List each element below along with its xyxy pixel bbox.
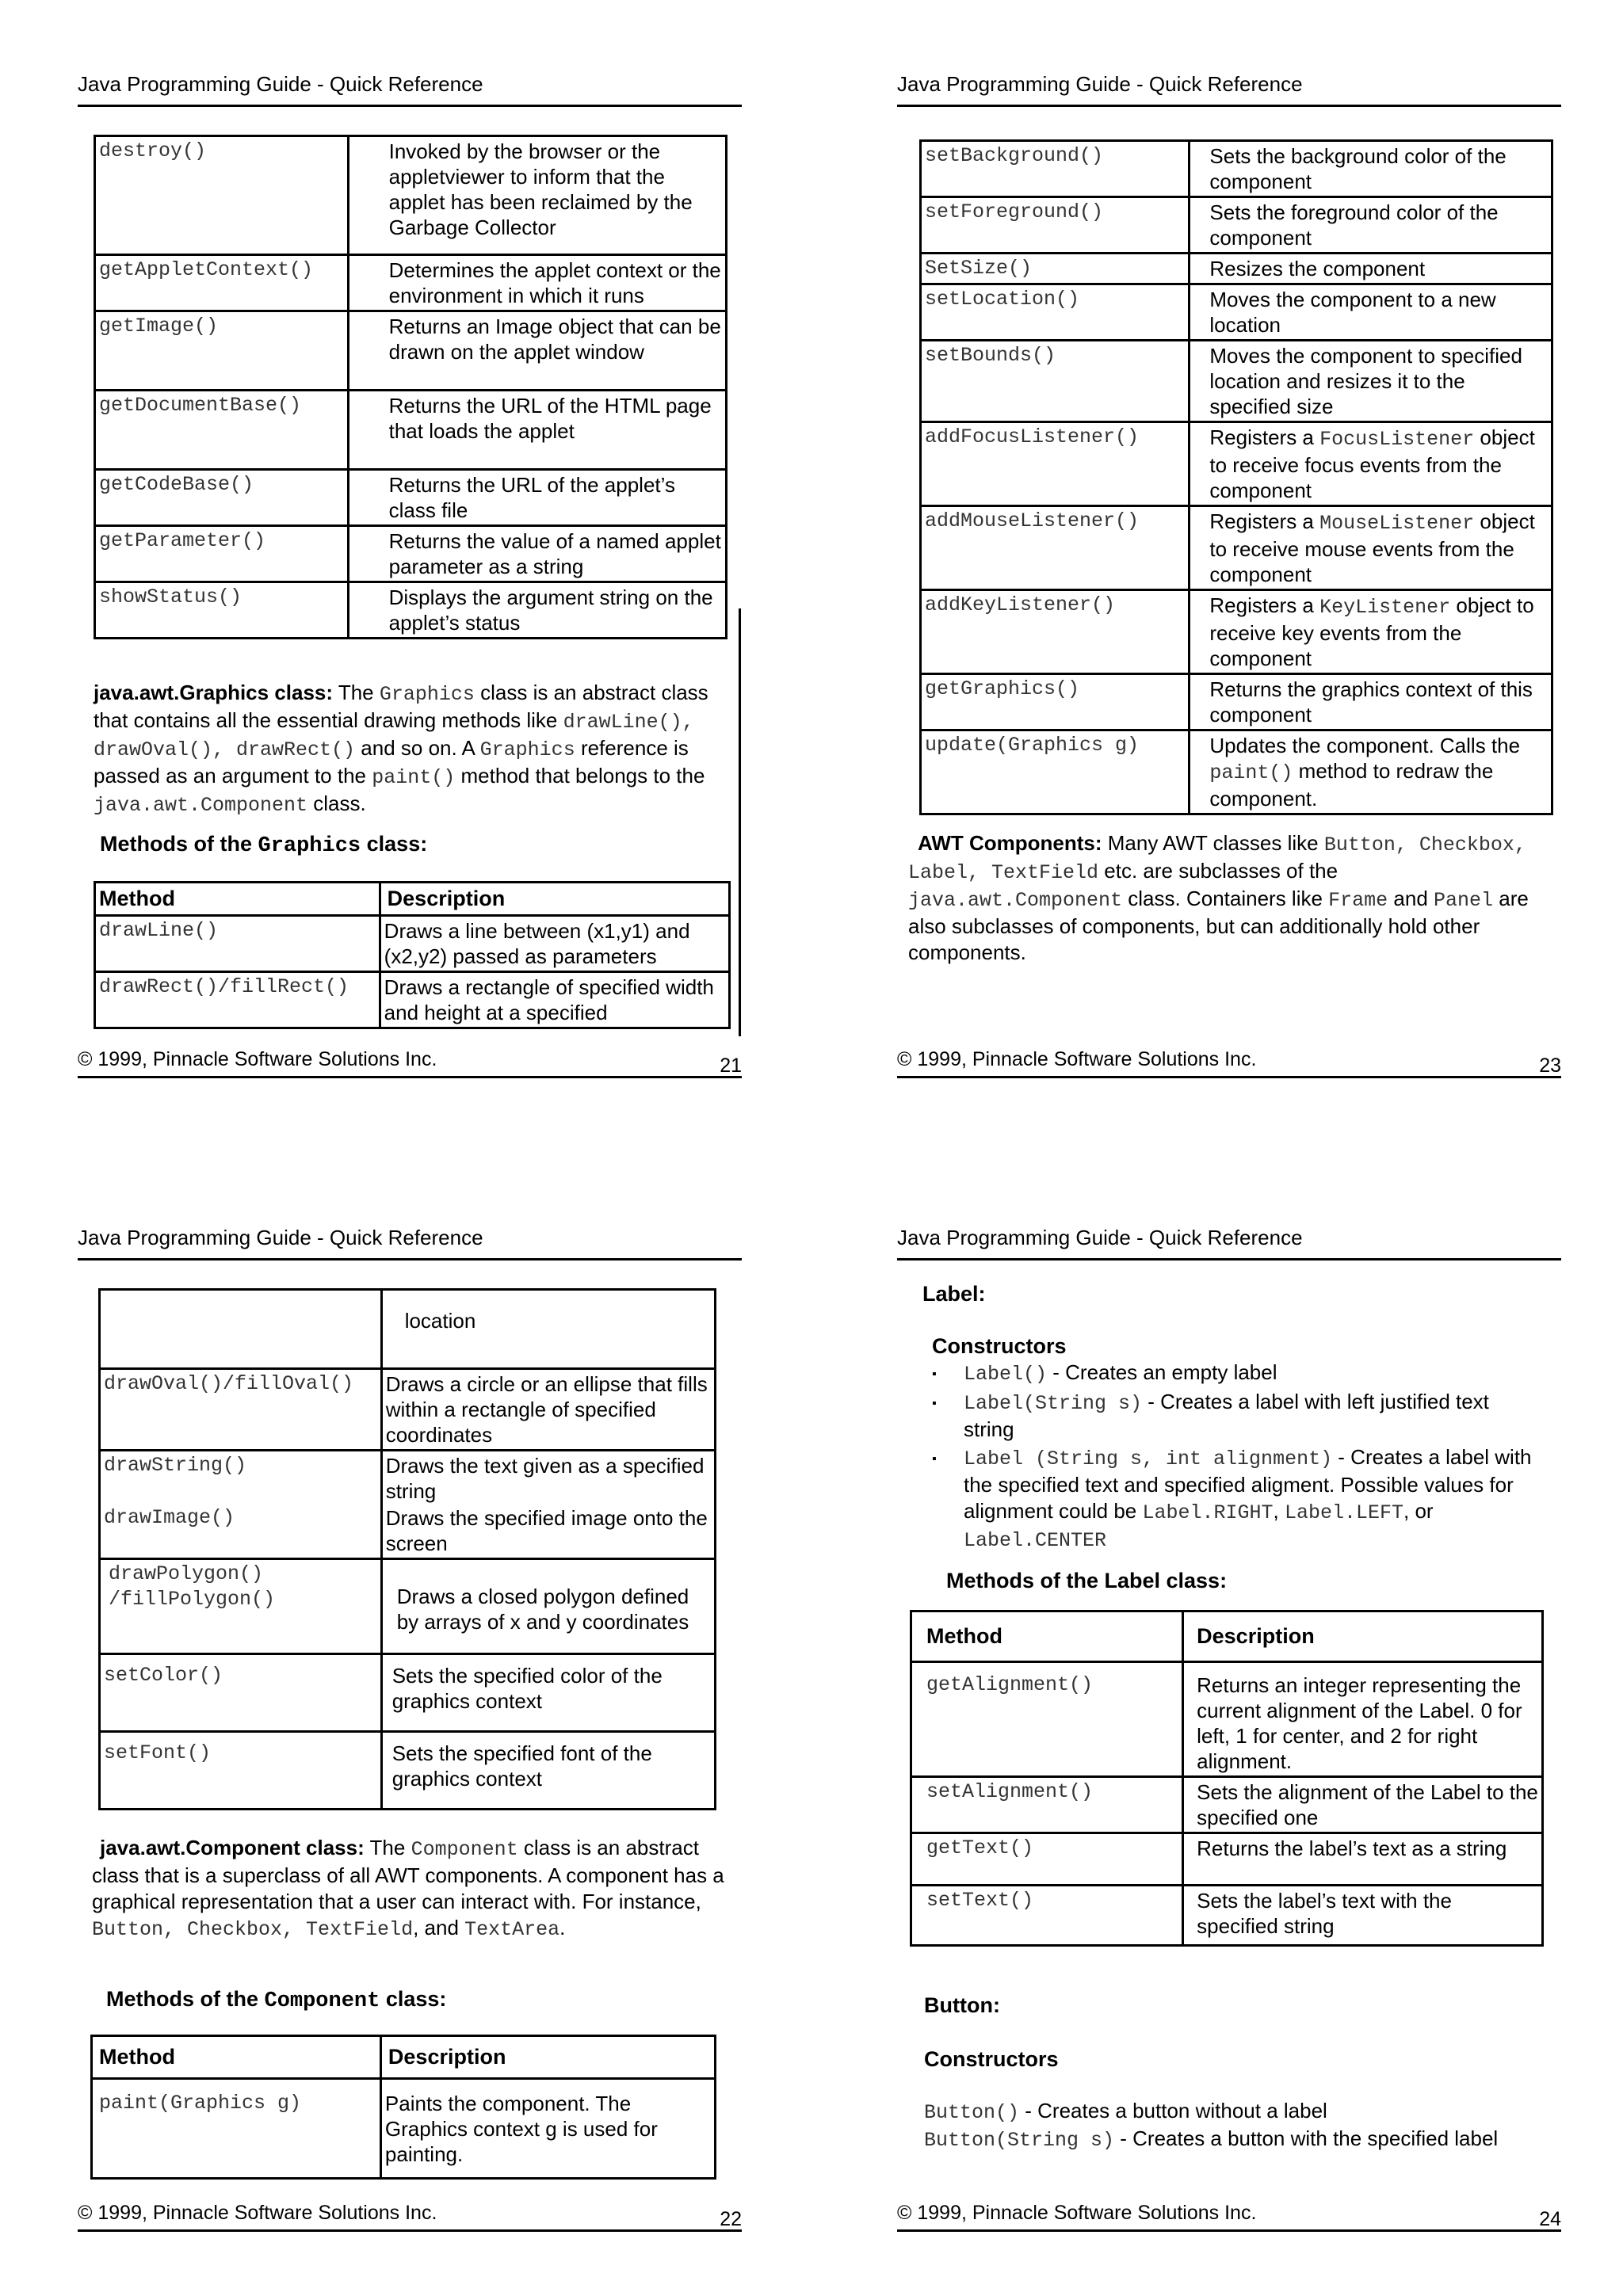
- method-name: drawRect()/fillRect(): [95, 972, 380, 1028]
- method-description: Sets the specified font of the graphics context: [381, 1732, 715, 1810]
- table-row: [95, 582, 727, 639]
- list-item: [924, 2126, 1550, 2153]
- method-name: setForeground(): [921, 197, 1190, 254]
- method-description: Returns the graphics context of this component: [1190, 674, 1552, 730]
- text: Registers a: [1209, 425, 1314, 449]
- text: object to receive focus events from the component: [1209, 425, 1535, 502]
- code: java.awt.Component: [94, 794, 308, 817]
- text: and: [1393, 887, 1428, 910]
- table-row: [100, 1654, 716, 1732]
- code: Panel: [1434, 889, 1494, 912]
- page-22: [78, 1223, 742, 2230]
- code: Label.CENTER: [964, 1529, 1107, 1552]
- method-description: Returns the label’s text as a string: [1183, 1833, 1543, 1886]
- table-row: [95, 916, 730, 972]
- method-name: getText(): [911, 1833, 1183, 1886]
- column-header: Description: [1183, 1611, 1543, 1662]
- method-description: Returns the URL of the applet’s class file: [348, 470, 726, 526]
- method-description: Moves the component to specified location and resizes it to the specified size: [1190, 341, 1552, 422]
- method-name: [100, 1290, 382, 1369]
- text: Registers a: [1209, 509, 1314, 533]
- code: Component: [411, 1838, 518, 1861]
- text: , or: [1403, 1499, 1434, 1523]
- method-name: [100, 1451, 382, 1559]
- code: drawLine(), drawOval(), drawRect(): [94, 711, 694, 761]
- page-footer: [897, 2199, 1561, 2232]
- code: TextArea: [464, 1918, 560, 1941]
- code: Graphics: [479, 738, 575, 761]
- method-name: paint(Graphics g): [92, 2079, 381, 2179]
- table-row: [95, 526, 727, 582]
- constructors-heading: Constructors: [932, 1334, 1067, 1358]
- table-row: [921, 506, 1552, 590]
- page-footer: [78, 2199, 742, 2232]
- method-name: SetSize(): [921, 254, 1190, 284]
- table-row: [911, 1886, 1543, 1946]
- text: ,: [1273, 1499, 1285, 1523]
- code: Label(String s): [964, 1392, 1143, 1415]
- text: The: [369, 1836, 406, 1859]
- method-name: getParameter(): [95, 526, 349, 582]
- method-name: getImage(): [95, 311, 349, 391]
- page-header: Java Programming Guide - Quick Reference: [897, 1223, 1561, 1261]
- code: MouseListener: [1319, 512, 1475, 535]
- table-row: [921, 197, 1552, 254]
- code: Button, Checkbox, Label, TextField: [908, 833, 1526, 884]
- column-header: Method: [911, 1611, 1183, 1662]
- page-number: 22: [720, 2208, 742, 2230]
- text: class is an abstract class that contains all the essential drawing methods like: [94, 681, 708, 732]
- method-name: destroy(): [95, 136, 349, 255]
- table-row: [921, 141, 1552, 197]
- button-constructors-list: [924, 2098, 1550, 2153]
- component-class-paragraph: [92, 1835, 726, 1943]
- text: Methods of the: [106, 1987, 258, 2011]
- component-paint-table: [90, 2035, 716, 2180]
- list-item: [916, 1444, 1534, 1554]
- table-row: [100, 1290, 716, 1369]
- column-header: Method: [92, 2036, 381, 2079]
- method-description: Sets the specified color of the graphics context: [381, 1654, 715, 1732]
- copyright: © 1999, Pinnacle Software Solutions Inc.: [78, 2202, 437, 2224]
- method-description: Sets the background color of the component: [1190, 141, 1552, 197]
- text: class:: [385, 1987, 447, 2011]
- code: paint(): [1209, 761, 1293, 784]
- method-name: drawOval()/fillOval(): [100, 1369, 382, 1451]
- label-methods-table: [910, 1610, 1544, 1947]
- table-row: [95, 972, 730, 1028]
- code: Graphics: [258, 834, 361, 858]
- method-description: Displays the argument string on the applet’s status: [348, 582, 726, 639]
- table-row: [100, 1451, 716, 1559]
- list-item: [916, 1360, 1534, 1387]
- copyright: © 1999, Pinnacle Software Solutions Inc.: [897, 2202, 1257, 2224]
- table-row: [911, 1777, 1543, 1833]
- table-row: [100, 1559, 716, 1654]
- method-description: Sets the label’s text with the specified string: [1183, 1886, 1543, 1946]
- method-name: setBackground(): [921, 141, 1190, 197]
- method-description: Draws a circle or an ellipse that fills within a rectangle of specified coordinates: [381, 1369, 715, 1451]
- copyright: © 1999, Pinnacle Software Solutions Inc.: [897, 1048, 1257, 1070]
- method-description: Sets the alignment of the Label to the specified one: [1183, 1777, 1543, 1833]
- method-description: Returns the value of a named applet parameter as a string: [348, 526, 726, 582]
- text: method that belongs to the: [460, 764, 705, 788]
- code: java.awt.Component: [908, 889, 1123, 912]
- table-row: [95, 391, 727, 470]
- code: Label(): [964, 1363, 1048, 1386]
- margin-rule: [739, 608, 741, 1036]
- page-footer: [78, 1046, 742, 1078]
- column-header: Method: [95, 883, 380, 916]
- text: - Creates a button without a label: [1019, 2099, 1327, 2122]
- paragraph-title: AWT Components:: [918, 831, 1102, 855]
- text: reference is passed as an argument to the: [94, 736, 689, 788]
- table-row: [911, 1833, 1543, 1886]
- code: Button(): [924, 2101, 1020, 2124]
- method-name: setBounds(): [921, 341, 1190, 422]
- text: Updates the component. Calls the: [1209, 734, 1521, 757]
- method-description: Paints the component. The Graphics context g is used for painting.: [380, 2079, 715, 2179]
- text: Many AWT classes like: [1107, 831, 1319, 855]
- method-description: Returns an Image object that can be drawn on the applet window: [348, 311, 726, 391]
- method-description: Draws a closed polygon defined by arrays of x and y coordinates: [381, 1559, 715, 1654]
- method-name: getCodeBase(): [95, 470, 349, 526]
- method-description: Returns an integer representing the current alignment of the Label. 0 for left, 1 for center, and 2 for right alignment.: [1183, 1662, 1543, 1777]
- method-name: addKeyListener(): [921, 590, 1190, 674]
- method-description-2: Draws the specified image onto the screen: [385, 1506, 708, 1555]
- page-number: 23: [1539, 1055, 1561, 1077]
- table-row: [100, 1369, 716, 1451]
- method-description: Moves the component to a new location: [1190, 284, 1552, 341]
- method-description: location: [381, 1290, 715, 1369]
- copyright: © 1999, Pinnacle Software Solutions Inc.: [78, 1048, 437, 1070]
- text: The: [338, 681, 374, 704]
- method-name: setText(): [911, 1886, 1183, 1946]
- text: - Creates a button with the specified label: [1114, 2126, 1499, 2150]
- page-header: Java Programming Guide - Quick Reference: [78, 70, 742, 107]
- table-row: [95, 136, 727, 255]
- table-row: [921, 422, 1552, 506]
- page-footer: [897, 1046, 1561, 1078]
- method-description: Returns the URL of the HTML page that loads the applet: [348, 391, 726, 470]
- code: Graphics: [379, 683, 475, 706]
- list-item: [916, 1389, 1534, 1443]
- method-name: getAppletContext(): [95, 255, 349, 311]
- code: Component: [264, 1989, 380, 2013]
- page-number: 24: [1539, 2208, 1561, 2230]
- method-description-1: Draws the text given as a specified string: [385, 1454, 705, 1503]
- table-row: [921, 284, 1552, 341]
- method-name: setLocation(): [921, 284, 1190, 341]
- method-description: Resizes the component: [1190, 254, 1552, 284]
- table-row: [921, 590, 1552, 674]
- page-24: [897, 1223, 1561, 2230]
- page-header: Java Programming Guide - Quick Reference: [897, 70, 1561, 107]
- text: Methods of the: [100, 832, 252, 856]
- table-header-row: [92, 2036, 716, 2079]
- column-header: Description: [380, 2036, 715, 2079]
- text: and so on. A: [361, 736, 475, 760]
- code: Button, Checkbox, TextField: [92, 1918, 414, 1941]
- method-name: getGraphics(): [921, 674, 1190, 730]
- component-methods-heading: [106, 1987, 446, 2013]
- table-row: [911, 1662, 1543, 1777]
- table-row: [921, 730, 1552, 814]
- paragraph-title: java.awt.Graphics class:: [94, 681, 334, 704]
- text: .: [559, 1916, 566, 1939]
- text: , and: [413, 1916, 459, 1939]
- method-description: [1190, 506, 1552, 590]
- label-methods-heading: Methods of the Label class:: [946, 1569, 1228, 1592]
- method-name: update(Graphics g): [921, 730, 1190, 814]
- text: are also subclasses of components, but can additionally hold other components.: [908, 887, 1529, 964]
- table-row: [95, 470, 727, 526]
- method-name: drawPolygon() /fillPolygon(): [100, 1559, 382, 1654]
- method-name: showStatus(): [95, 582, 349, 639]
- method-name: getAlignment(): [911, 1662, 1183, 1777]
- text: object to receive key events from the component: [1209, 593, 1534, 670]
- method-name: getDocumentBase(): [95, 391, 349, 470]
- method-description: Sets the foreground color of the component: [1190, 197, 1552, 254]
- method-name: drawLine(): [95, 916, 380, 972]
- label-heading: Label:: [922, 1282, 986, 1306]
- method-name: addFocusListener(): [921, 422, 1190, 506]
- text: class:: [366, 832, 428, 856]
- page-23: [897, 70, 1561, 1077]
- text: object to receive mouse events from the component: [1209, 509, 1535, 586]
- column-header: Description: [380, 883, 729, 916]
- code: Label.LEFT: [1284, 1501, 1404, 1524]
- method-name: setColor(): [100, 1654, 382, 1732]
- awt-components-paragraph: [908, 830, 1550, 966]
- code: Frame: [1328, 889, 1388, 912]
- button-constructors-heading: Constructors: [924, 2047, 1059, 2071]
- method-name: setAlignment(): [911, 1777, 1183, 1833]
- page-number: 21: [720, 1055, 742, 1077]
- method-description: Draws a line between (x1,y1) and (x2,y2) passed as parameters: [380, 916, 729, 972]
- table-row: [921, 254, 1552, 284]
- graphics-methods-table: [94, 881, 731, 1029]
- table-row: [95, 255, 727, 311]
- label-constructors-list: [916, 1360, 1534, 1555]
- method-name-2: drawImage(): [104, 1506, 235, 1529]
- method-description: [381, 1451, 715, 1559]
- table-row: [95, 311, 727, 391]
- table-header-row: [911, 1611, 1543, 1662]
- text: class.: [313, 791, 366, 815]
- method-description: [1190, 422, 1552, 506]
- method-description: Determines the applet context or the environment in which it runs: [348, 255, 726, 311]
- code: FocusListener: [1319, 428, 1475, 451]
- text: - Creates a label with left justified text string: [964, 1390, 1489, 1441]
- method-name: addMouseListener(): [921, 506, 1190, 590]
- code: paint(): [372, 766, 456, 789]
- method-description: Invoked by the browser or the appletviewer to inform that the applet has been reclaimed by the Garbage Collector: [348, 136, 726, 255]
- table-header-row: [95, 883, 730, 916]
- method-name: setFont(): [100, 1732, 382, 1810]
- code: Label (String s, int alignment): [964, 1447, 1333, 1470]
- graphics-methods-heading: [100, 832, 427, 858]
- table-row: [921, 341, 1552, 422]
- table-row: [92, 2079, 716, 2179]
- text: etc. are subclasses of the: [1104, 859, 1338, 883]
- method-description: Draws a rectangle of specified width and height at a specified: [380, 972, 729, 1028]
- text: - Creates an empty label: [1047, 1360, 1277, 1384]
- applet-methods-table: [94, 135, 727, 639]
- text: - Creates a label with the specified text and specified aligment. Possible values for alignment could be: [964, 1445, 1532, 1523]
- button-heading: Button:: [924, 1993, 1000, 2017]
- graphics-class-paragraph: [94, 680, 727, 818]
- code: KeyListener: [1319, 596, 1451, 619]
- page-21: [78, 70, 742, 1077]
- method-description: [1190, 590, 1552, 674]
- text: method to redraw the component.: [1209, 759, 1494, 810]
- component-methods-table: [919, 139, 1553, 815]
- code: Label.RIGHT: [1142, 1501, 1274, 1524]
- text: class is an abstract class that is a superclass of all AWT components. A component has a graphical representation that a user can interact with. For instance,: [92, 1836, 724, 1913]
- graphics-methods-table-continued: [98, 1288, 716, 1810]
- list-item: [924, 2098, 1550, 2126]
- table-row: [921, 674, 1552, 730]
- text: class. Containers like: [1128, 887, 1323, 910]
- page-header: Java Programming Guide - Quick Reference: [78, 1223, 742, 1261]
- table-row: [100, 1732, 716, 1810]
- text: Registers a: [1209, 593, 1314, 617]
- paragraph-title: java.awt.Component class:: [100, 1836, 365, 1859]
- code: Button(String s): [924, 2129, 1115, 2152]
- method-name-1: drawString(): [104, 1454, 247, 1477]
- method-description: [1190, 730, 1552, 814]
